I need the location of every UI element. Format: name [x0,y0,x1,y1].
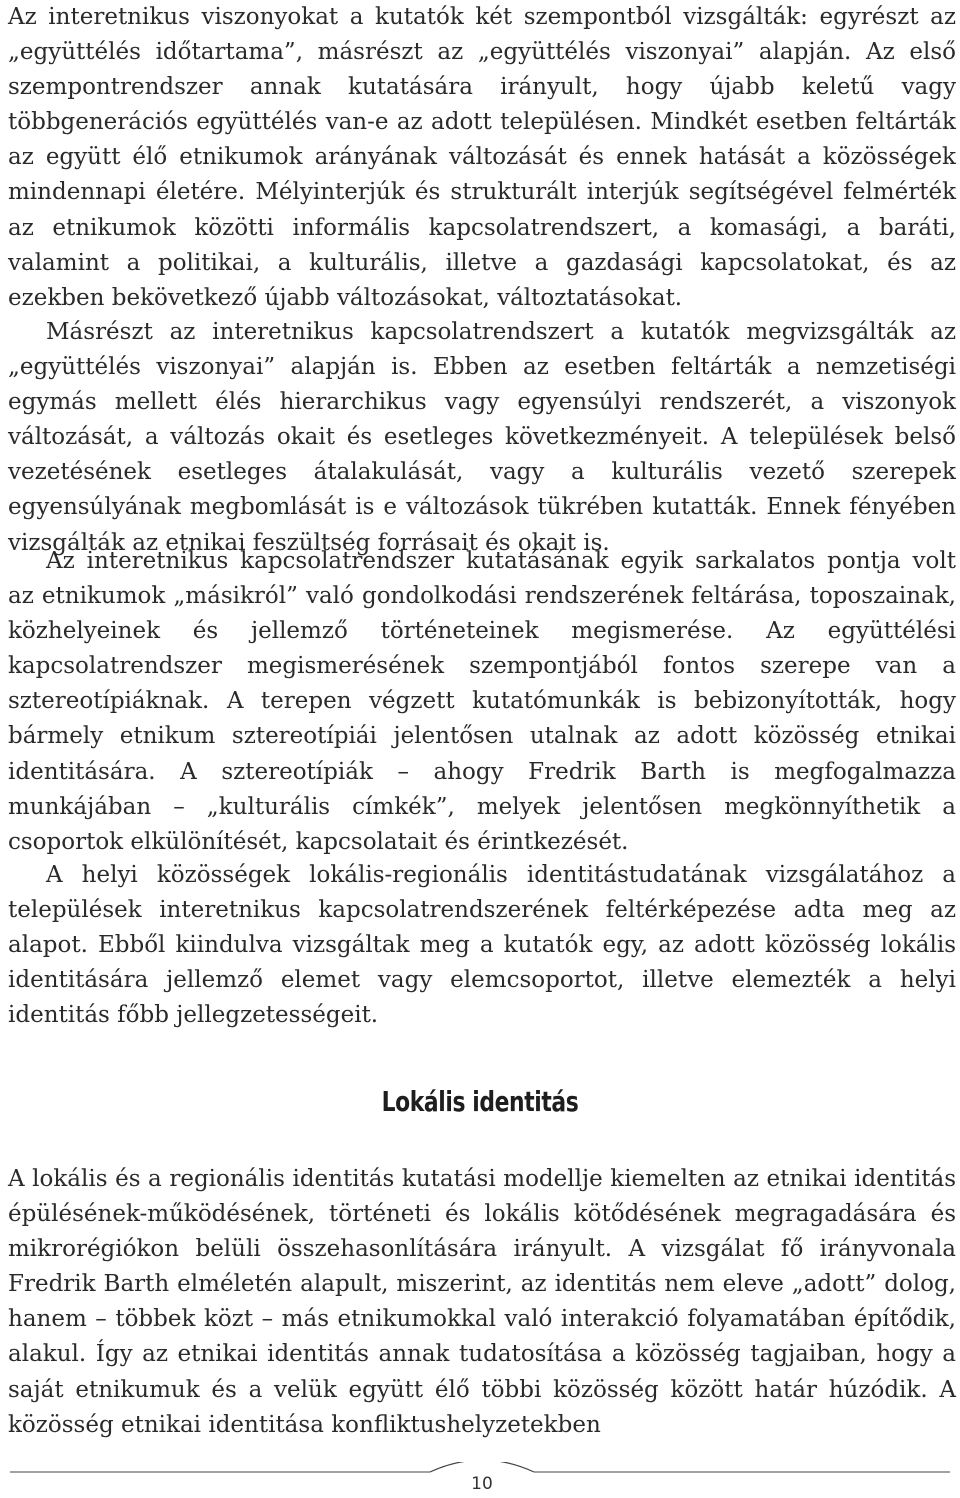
paragraph: Másrészt az interetnikus kapcsolatrendszert a kutatók megvizsgálták az „együttélés viszonyai” alapján is. Ebben az esetben feltárták a nemzetiségi egymás mellett élés hierarchikus vagy egyensúlyi rendszerét, a viszonyok változását, a változás okait és esetleges következményeit. A települések belső vezetésének esetleges átalakulását, vagy a kulturális vezető szerepek egyensúlyának megbomlását is e változások tükrében kutatták. Ennek fényében vizsgálták az etnikai feszültség forrásait és okait is. [8,319,956,556]
paragraph: A helyi közösségek lokális-regionális identitástudatának vizsgálatához a települések interetnikus kapcsolatrendszerének feltérképezése adta meg az alapot. Ebből kiindulva vizsgáltak meg a kutatók egy, az adott közösség lokális identitására jellemző elemet vagy elemcsoportot, illetve elemezték a helyi identitás főbb jellegzetességeit. [8,862,956,1029]
main-text-block [8,0,956,1033]
paragraph: Az interetnikus kapcsolatrendszer kutatásának egyik sarkalatos pontja volt az etnikumok „másikról” való gondolkodási rendszerének feltárása, toposzainak, közhelyeinek és jellemző történeteinek megismerése. Az együttélési kapcsolatrendszer megismerésének szempontjából fontos szerepe van a sztereotípiáknak. A terepen végzett kutatómunkák is bebizonyították, hogy bármely etnikum sztereotípiái jelentősen utalnak az adott közösség etnikai identitására. A sztereotípiák – ahogy Fredrik Barth is megfogalmazza munkájában – „kulturális címkék”, melyek jelentősen megkönnyíthetik a csoportok elkülönítését, kapcsolatait és érintkezését. [8,548,956,855]
section-heading: Lokális identitás [381,1085,579,1118]
section-text-block [8,1162,956,1443]
page-number: 10 [471,1474,493,1494]
page-footer [0,1462,960,1498]
paragraph: Az interetnikus viszonyokat a kutatók két szempontból vizsgálták: egyrészt az „együttélés időtartama”, másrészt az „együttélés viszonyai” alapján. Az első szempontrendszer annak kutatására irányult, hogy újabb keletű vagy többgenerációs együttélés van-e az adott településen. Mindkét esetben feltárták az együtt élő etnikumok arányának változását és ennek hatását a közösségek mindennapi életére. Mélyinterjúk és strukturált interjúk segítségével felmérték az etnikumok közötti informális kapcsolatrendszert, a komasági, a baráti, valamint a politikai, a kulturális, illetve a gazdasági kapcsolatokat, és az ezekben bekövetkező újabb változásokat, változtatásokat. [8,4,956,311]
paragraph: A lokális és a regionális identitás kutatási modellje kiemelten az etnikai identitás épülésének-működésének, történeti és lokális kötődésének megragadására és mikrorégiókon belüli összehasonlítására irányult. A vizsgálat fő irányvonala Fredrik Barth elméletén alapult, miszerint, az identitás nem eleve „adott” dolog, hanem – többek közt – más etnikumokkal való interakció folyamatában építődik, alakul. Így az etnikai identitás annak tudatosítása a közösség tagjaiban, hogy a saját etnikumuk és a velük együtt élő többi közösség között határ húzódik. A közösség etnikai identitása konfliktushelyzetekben [8,1166,956,1438]
